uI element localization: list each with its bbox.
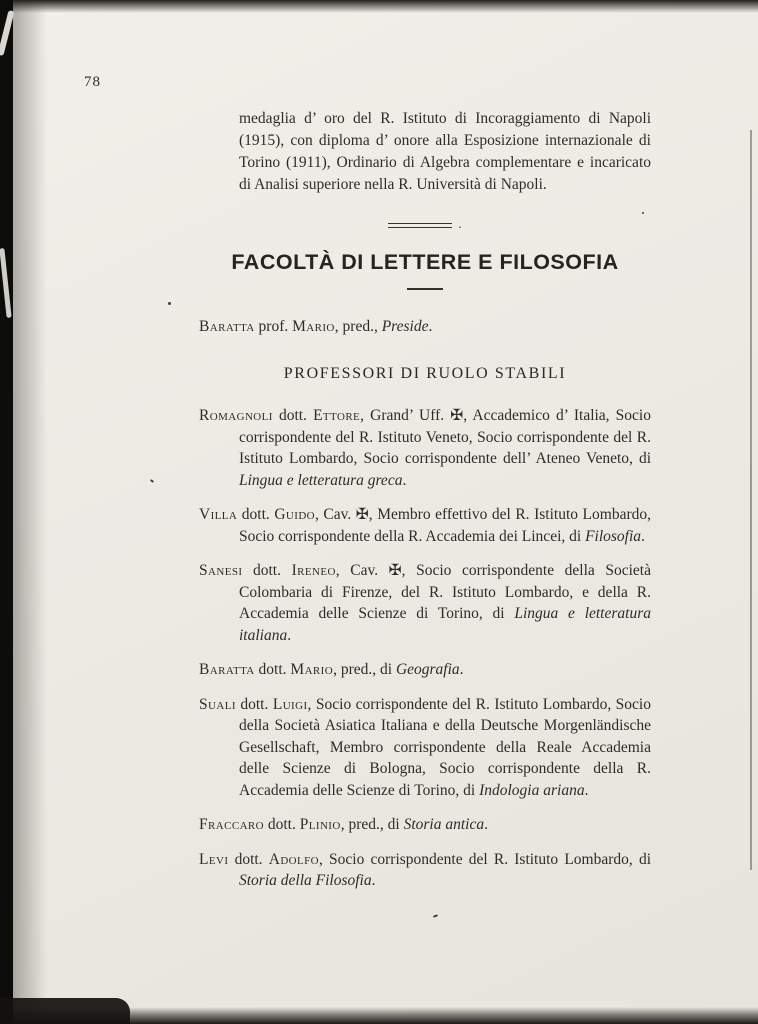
text-segment: Sanesi	[199, 562, 243, 579]
text-segment: Ireneo	[291, 562, 336, 579]
text-segment: , pred., di	[333, 661, 396, 678]
text-segment: Levi	[199, 850, 229, 868]
text-segment: Romagnoli	[199, 407, 273, 424]
scan-corner-shadow	[0, 998, 130, 1024]
text-segment: , pred.,	[334, 317, 382, 335]
text-segment: , Cav. ✠, Socio corrispondente della Società Colombaria di Firenze, del R. Istituto Lombardo, e della R. Accademia delle Scienze di Torino, di	[239, 562, 651, 622]
text-segment: dott.	[235, 695, 273, 713]
text-segment: , Socio corrispondente del R. Istituto Lombardo, di	[319, 850, 651, 868]
faculty-list	[199, 405, 651, 892]
preside-line	[199, 316, 651, 338]
text-segment: .	[371, 872, 376, 889]
text-segment: .	[484, 816, 488, 833]
text-segment: .	[402, 471, 407, 489]
text-segment: .	[641, 527, 645, 545]
text-segment: dott.	[264, 816, 300, 833]
divider-mark: .	[458, 216, 462, 231]
text-segment: Geografia	[395, 661, 460, 678]
faculty-entry	[199, 849, 651, 892]
faculty-entry	[199, 504, 651, 547]
text-segment: .	[584, 781, 589, 799]
text-segment: Baratta	[199, 661, 255, 678]
text-block	[199, 108, 651, 905]
text-segment: Mario	[290, 661, 334, 678]
text-segment: Lingua e letteratura italiana	[239, 605, 651, 644]
book-binding-edge	[0, 0, 13, 1024]
faculty-entry	[199, 560, 651, 646]
text-segment: Mario	[292, 317, 335, 335]
text-segment: Filosofia	[585, 527, 642, 545]
text-segment: , Grand’ Uff. ✠, Accademico d’ Italia, Socio corrispondente del R. Istituto Veneto, Socio corrispondente del R. Istituto Lombardo, Socio corrispondente dell’ Ateneo Veneto, di	[239, 407, 651, 467]
binding-shadow	[13, 0, 47, 1024]
text-segment: Suali	[199, 695, 236, 713]
page-right-crease	[750, 130, 752, 870]
text-segment: .	[459, 661, 464, 678]
text-segment: Plinio	[299, 816, 341, 833]
text-segment: Ettore	[313, 407, 361, 424]
text-segment: Luigi	[272, 695, 308, 713]
faculty-entry	[199, 694, 651, 802]
ink-speck	[642, 212, 644, 214]
section-divider	[199, 216, 651, 231]
ink-speck	[150, 479, 154, 483]
text-segment: , pred., di	[340, 816, 404, 833]
scan-top-edge	[0, 0, 758, 13]
text-segment: Baratta	[199, 317, 255, 335]
subsection-title: PROFESSORI DI RUOLO STABILI	[283, 365, 567, 382]
text-segment: dott.	[242, 562, 292, 579]
text-segment: dott.	[237, 506, 275, 523]
intro-paragraph: medaglia d’ oro del R. Istituto di Incoraggiamento di Napoli (1915), con diploma d’ onore alla Esposizione internazionale di Torino (1911), Ordinario di Algebra complementare e incaricato di Analisi superiore nella R. Università di Napoli.	[239, 110, 651, 193]
text-segment: Storia della Filosofia	[239, 872, 372, 889]
text-segment: dott.	[272, 407, 314, 424]
text-segment: , Socio corrispondente del R. Istituto Lombardo, Socio della Società Asiatica Italiana e della Deutsche Morgenländische Gesellschaft, Membro corrispondente della Reale Accademia delle Scienze di Bologna, Socio corrispondente della R. Accademia delle Scienze di Torino, di	[239, 695, 651, 799]
double-rule	[388, 220, 452, 228]
text-segment: dott.	[254, 661, 291, 678]
text-segment: Preside	[381, 317, 429, 335]
text-segment: Fraccaro	[199, 816, 264, 833]
text-segment: Adolfo	[268, 850, 319, 868]
ink-speck	[433, 914, 438, 918]
text-segment: prof.	[254, 317, 293, 335]
title-rule	[407, 288, 443, 290]
text-segment: Lingua e letteratura greca	[239, 471, 403, 489]
faculty-entry	[199, 814, 651, 836]
page-number: 78	[84, 74, 101, 90]
text-segment: .	[287, 626, 292, 644]
text-segment: Storia antica	[403, 816, 485, 833]
text-segment: , Cav. ✠, Membro effettivo del R. Istituto Lombardo, Socio corrispondente della R. Accademia dei Lincei, di	[239, 506, 651, 545]
section-title: FACOLTÀ DI LETTERE E FILOSOFIA	[231, 250, 619, 274]
text-segment: Villa	[199, 506, 238, 523]
faculty-entry	[199, 405, 651, 491]
text-segment: Guido	[274, 506, 316, 523]
text-segment: .	[428, 317, 433, 335]
text-segment: dott.	[228, 850, 269, 868]
faculty-entry	[199, 659, 651, 681]
ink-speck	[168, 302, 171, 305]
text-segment: Indologia ariana	[479, 781, 585, 799]
